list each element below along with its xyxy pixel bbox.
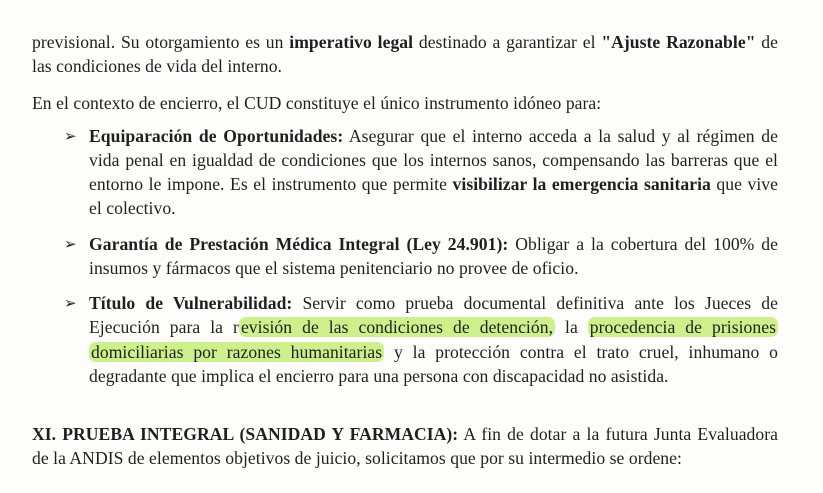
text-run: destinado a garantizar el — [413, 32, 602, 52]
paragraph-2: En el contexto de encierro, el CUD constituye el único instrumento idóneo para: — [32, 93, 602, 113]
text-run: A fin de dotar a la futura Junta Evaluadora — [458, 424, 779, 444]
text-run: Servir como prueba documental definitiva ante los Jueces de — [292, 293, 778, 313]
text-run: Asegurar que el interno acceda a la salud y al régimen de — [343, 126, 778, 146]
bullet-1-line-1 — [89, 125, 778, 147]
text-run: la — [555, 317, 588, 337]
bullet-2-line-2: insumos y fármacos que el sistema penitenciario no provee de oficio. — [89, 258, 579, 278]
text-run: Ejecución para la r — [89, 317, 239, 337]
bullet-1-line-4: el colectivo. — [89, 198, 176, 218]
bold-run: Garantía de Prestación Médica Integral (Ley 24.901): — [89, 234, 509, 254]
bullet-3-line-3 — [89, 341, 778, 363]
text-run: de — [755, 32, 778, 52]
bullet-2-line-1 — [89, 233, 778, 255]
bullet-3-line-4: degradante que implica el encierro para una persona con discapacidad no asistida. — [89, 366, 669, 386]
section-11-line-2: de la ANDIS de elementos objetivos de juicio, solicitamos que por su intermedio se ordene: — [32, 448, 682, 468]
text-run: previsional. Su otorgamiento es un — [32, 32, 290, 52]
bullet-arrow-icon: ➢ — [64, 127, 77, 145]
bullet-3-line-1 — [89, 292, 778, 314]
text-run: y la protección contra el trato cruel, inhumano o — [384, 342, 778, 362]
highlighted-text: procedencia de prisiones — [589, 317, 776, 337]
bullet-1-line-3 — [89, 173, 778, 195]
highlighted-text: evisión de las condiciones de detención, — [240, 317, 554, 337]
bullet-arrow-icon: ➢ — [64, 235, 77, 253]
bold-run: imperativo legal — [289, 32, 414, 52]
bold-run: "Ajuste Razonable" — [601, 32, 756, 52]
section-heading: XI. PRUEBA INTEGRAL (SANIDAD Y FARMACIA): — [32, 424, 459, 444]
section-11-line-1 — [32, 423, 778, 445]
text-run: entorno le impone. Es el instrumento que permite — [89, 174, 453, 194]
bold-run: Equiparación de Oportunidades: — [89, 126, 344, 146]
highlighted-text: domiciliarias por razones humanitarias — [91, 342, 383, 362]
bold-run: Título de Vulnerabilidad: — [89, 293, 293, 313]
bold-run: visibilizar la emergencia sanitaria — [452, 174, 711, 194]
bullet-arrow-icon: ➢ — [64, 294, 77, 312]
bullet-1-line-2: vida penal en igualdad de condiciones que los internos sanos, compensando las barreras que el — [89, 150, 778, 170]
text-run: Obligar a la cobertura del 100% de — [508, 234, 779, 254]
paragraph-1-line-1 — [32, 31, 778, 53]
bullet-3-line-2 — [89, 316, 778, 338]
text-run: que vive — [710, 174, 778, 194]
paragraph-1-line-2: las condiciones de vida del interno. — [32, 56, 282, 76]
